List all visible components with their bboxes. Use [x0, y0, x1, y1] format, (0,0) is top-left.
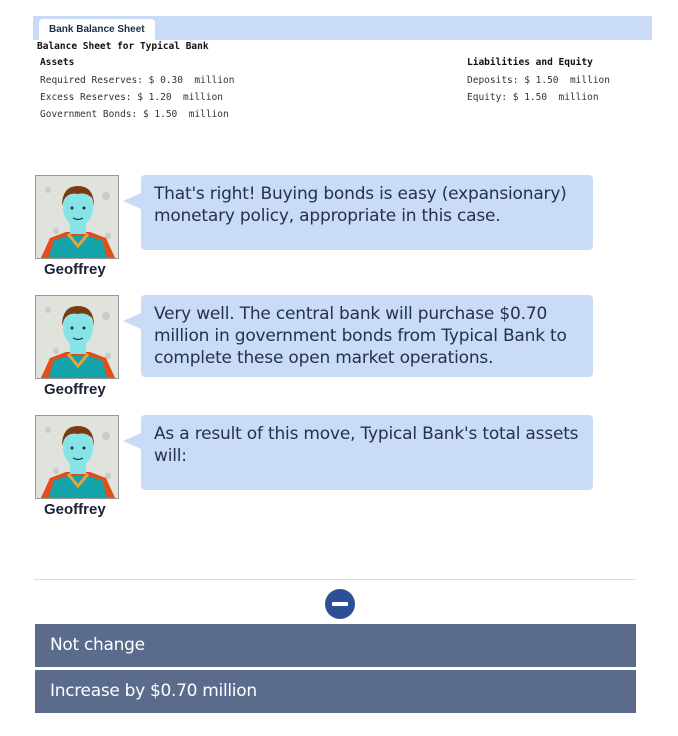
assets-heading: Assets	[40, 57, 75, 68]
tab-bank-balance-sheet[interactable]: Bank Balance Sheet	[39, 19, 155, 40]
chat-message	[35, 175, 595, 285]
geoffrey-avatar-icon	[35, 175, 119, 259]
speaker-name: Geoffrey	[44, 261, 106, 278]
message-bubble: That's right! Buying bonds is easy (expansionary) monetary policy, appropriate in this case.	[141, 175, 593, 250]
chat-message	[35, 415, 595, 525]
assets-column	[40, 56, 234, 123]
liability-row: Deposits: $ 1.50 million	[467, 75, 610, 86]
minus-circle-icon[interactable]	[325, 589, 355, 619]
speaker-name: Geoffrey	[44, 381, 106, 398]
asset-row: Excess Reserves: $ 1.20 million	[40, 92, 224, 103]
message-bubble: As a result of this move, Typical Bank's total assets will:	[141, 415, 593, 490]
message-bubble: Very well. The central bank will purchase $0.70 million in government bonds from Typical Bank to complete these open market operations.	[141, 295, 593, 377]
balance-sheet-tabbar	[33, 16, 652, 40]
liabilities-column	[467, 56, 610, 106]
answer-option-increase[interactable]: Increase by $0.70 million	[35, 670, 636, 713]
liabilities-heading: Liabilities and Equity	[467, 57, 593, 68]
geoffrey-avatar-icon	[35, 415, 119, 499]
speaker-name: Geoffrey	[44, 501, 106, 518]
liability-row: Equity: $ 1.50 million	[467, 92, 599, 103]
asset-row: Required Reserves: $ 0.30 million	[40, 75, 235, 86]
answer-option-not-change[interactable]: Not change	[35, 624, 636, 667]
balance-sheet	[33, 40, 652, 128]
divider	[34, 579, 636, 580]
balance-sheet-title: Balance Sheet for Typical Bank	[37, 41, 209, 52]
asset-row: Government Bonds: $ 1.50 million	[40, 109, 229, 120]
chat-message	[35, 295, 595, 405]
geoffrey-avatar-icon	[35, 295, 119, 379]
